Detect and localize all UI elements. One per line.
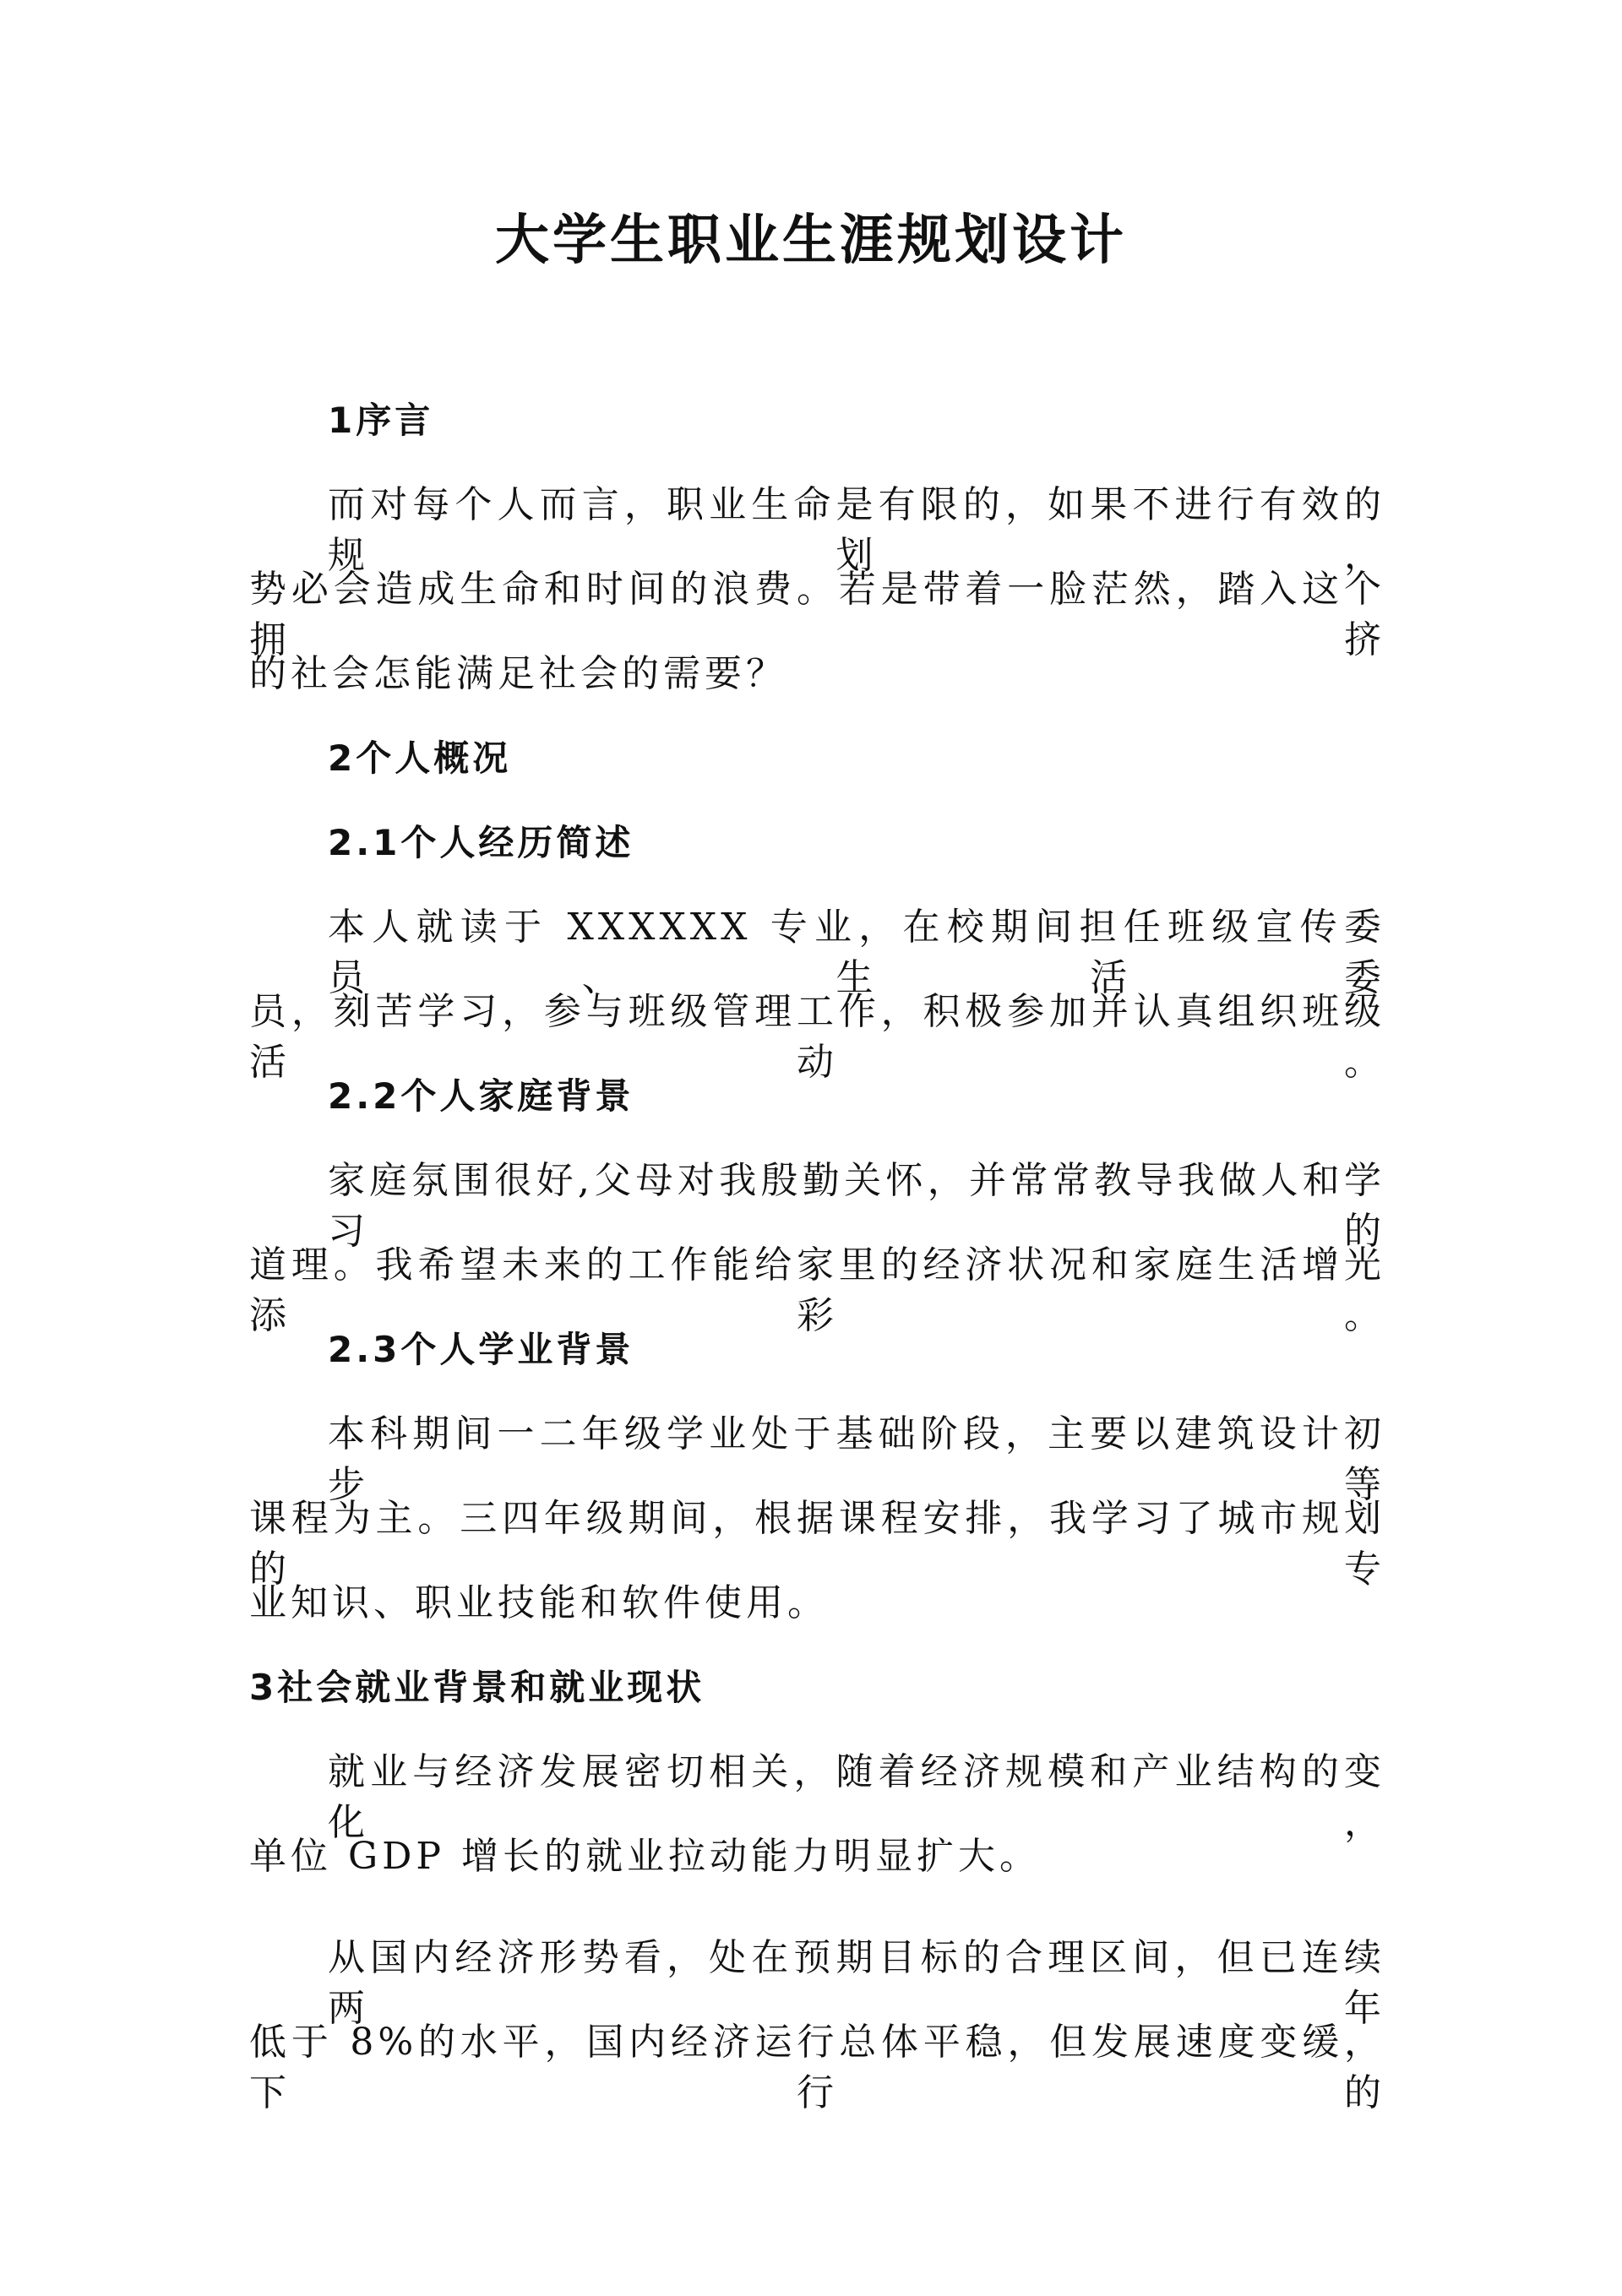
section-heading-academic-background: 2.3个人学业背景 bbox=[328, 1329, 634, 1370]
section-heading-family-background: 2.2个人家庭背景 bbox=[328, 1075, 634, 1117]
paragraph-line: 本人就读于 XXXXXX 专业，在校期间担任班级宣传委员、生活委 bbox=[328, 906, 1385, 999]
section-heading-employment-background: 3社会就业背景和就业现状 bbox=[249, 1667, 705, 1708]
paragraph-line: 低于 8%的水平，国内经济运行总体平稳，但发展速度变缓，下行的 bbox=[249, 2021, 1385, 2114]
paragraph-line: 员，刻苦学习，参与班级管理工作，积极参加并认真组织班级活动。 bbox=[249, 990, 1385, 1084]
paragraph-line: 课程为主。三四年级期间，根据课程安排，我学习了城市规划的专 bbox=[249, 1497, 1385, 1591]
paragraph-line: 单位 GDP 增长的就业拉动能力明显扩大。 bbox=[249, 1835, 1042, 1878]
section-heading-personal-overview: 2个人概况 bbox=[328, 737, 512, 779]
section-heading-preface: 1序言 bbox=[328, 400, 434, 441]
document-title: 大学生职业生涯规划设计 bbox=[495, 209, 1127, 272]
paragraph-line: 从国内经济形势看，处在预期目标的合理区间，但已连续两年 bbox=[328, 1936, 1385, 2030]
paragraph-line: 道理。我希望未来的工作能给家里的经济状况和家庭生活增光添彩。 bbox=[249, 1243, 1385, 1337]
paragraph-line: 业知识、职业技能和软件使用。 bbox=[249, 1581, 829, 1624]
paragraph-line: 的社会怎能满足社会的需要？ bbox=[249, 652, 787, 695]
paragraph-line: 家庭氛围很好,父母对我殷勤关怀，并常常教导我做人和学习的 bbox=[328, 1159, 1385, 1253]
section-heading-personal-experience: 2.1个人经历简述 bbox=[328, 822, 634, 863]
paragraph-line: 而对每个人而言，职业生命是有限的，如果不进行有效的规划， bbox=[328, 483, 1385, 577]
paragraph-line: 本科期间一二年级学业处于基础阶段，主要以建筑设计初步等 bbox=[328, 1412, 1385, 1506]
paragraph-line: 就业与经济发展密切相关，随着经济规模和产业结构的变化， bbox=[328, 1750, 1385, 1844]
paragraph-line: 势必会造成生命和时间的浪费。若是带着一脸茫然，踏入这个拥挤 bbox=[249, 568, 1385, 661]
